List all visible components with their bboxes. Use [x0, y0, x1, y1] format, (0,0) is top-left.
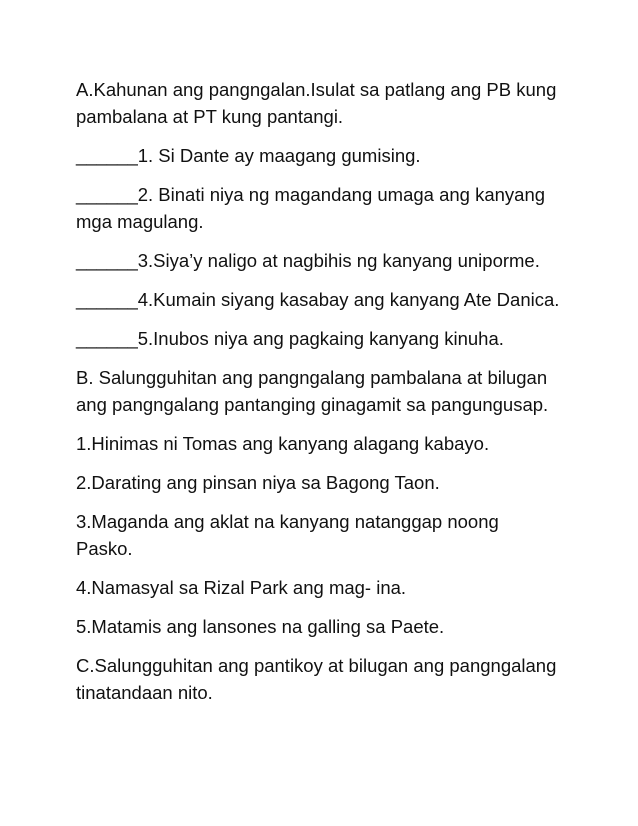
section-b-item-1-text: 1.Hinimas ni Tomas ang kanyang alagang kabayo.	[76, 433, 490, 454]
section-c-instruction-line-2: tinatandaan nito.	[76, 682, 213, 703]
section-a-item-2	[76, 181, 576, 235]
section-b-instruction-line-1: B. Salungguhitan ang pangngalang pambalana at bilugan	[76, 367, 548, 388]
section-b-item-2	[76, 469, 576, 496]
section-a-instruction-line-2: pambalana at PT kung pantangi.	[76, 106, 344, 127]
section-a-item-1	[76, 142, 576, 169]
section-a-item-1-text: ______1. Si Dante ay maagang gumising.	[76, 145, 421, 166]
section-a-instruction-line-1: A.Kahunan ang pangngalan.Isulat sa patlang ang PB kung	[76, 79, 557, 100]
section-b-item-4	[76, 574, 576, 601]
section-a-item-3	[76, 247, 576, 274]
section-b-item-1	[76, 430, 576, 457]
section-a-item-4	[76, 286, 576, 313]
section-c-instruction	[76, 652, 576, 706]
worksheet-body	[76, 76, 576, 718]
section-b-item-4-text: 4.Namasyal sa Rizal Park ang mag- ina.	[76, 577, 407, 598]
section-b-item-3	[76, 508, 576, 562]
section-b-item-2-text: 2.Darating ang pinsan niya sa Bagong Taon.	[76, 472, 440, 493]
section-a-item-2-text-line-1: ______2. Binati niya ng magandang umaga ang kanyang	[76, 184, 546, 205]
section-c-instruction-line-1: C.Salungguhitan ang pantikoy at bilugan ang pangngalang	[76, 655, 557, 676]
section-a-item-5-text: ______5.Inubos niya ang pagkaing kanyang kinuha.	[76, 328, 504, 349]
section-a-item-5	[76, 325, 576, 352]
section-b-item-3-text-line-2: Pasko.	[76, 538, 133, 559]
section-a-item-3-text: ______3.Siya’y naligo at nagbihis ng kanyang uniporme.	[76, 250, 540, 271]
section-b-item-3-text-line-1: 3.Maganda ang aklat na kanyang natanggap noong	[76, 511, 499, 532]
section-a-item-4-text: ______4.Kumain siyang kasabay ang kanyang Ate Danica.	[76, 289, 560, 310]
section-b-instruction	[76, 364, 576, 418]
section-b-instruction-line-2: ang pangngalang pantanging ginagamit sa pangungusap.	[76, 394, 549, 415]
section-b-item-5	[76, 613, 576, 640]
section-a-item-2-text-line-2: mga magulang.	[76, 211, 204, 232]
section-a-instruction	[76, 76, 576, 130]
section-b-item-5-text: 5.Matamis ang lansones na galling sa Paete.	[76, 616, 445, 637]
